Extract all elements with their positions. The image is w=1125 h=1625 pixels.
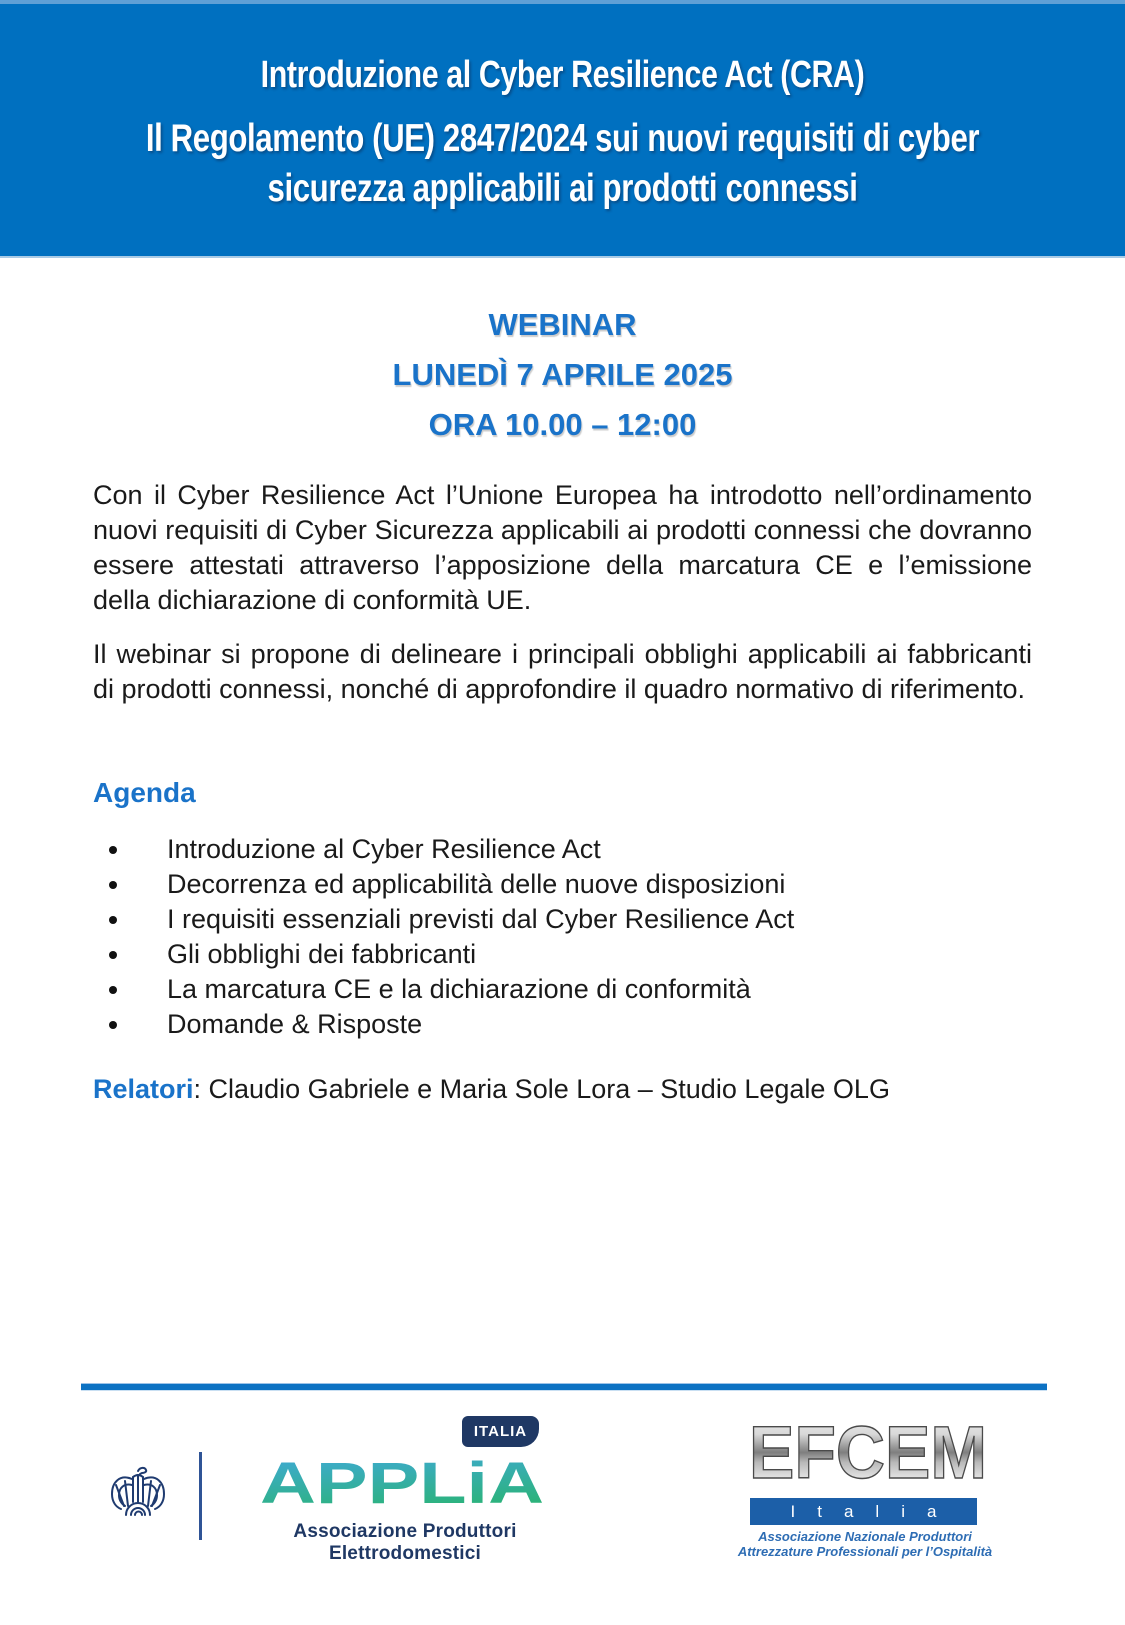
agenda-list — [93, 832, 1032, 1042]
efcem-bar-label: Italia — [790, 1501, 959, 1521]
agenda-item-label: Introduzione al Cyber Resilience Act — [167, 834, 601, 864]
bullet-icon — [109, 916, 117, 924]
speakers-line — [93, 1072, 1032, 1107]
agenda-item-label: Decorrenza ed applicabilità delle nuove disposizioni — [167, 869, 786, 899]
body-content — [0, 478, 1125, 1107]
efcem-tagline — [720, 1529, 1010, 1559]
bullet-icon — [109, 951, 117, 959]
intro-paragraph: Con il Cyber Resilience Act l’Unione Europea ha introdotto nell’ordinamento nuovi requisiti di Cyber Sicurezza applicabili ai prodotti connessi che dovranno essere attestati attraverso l’apposizione della marcatura CE e l’emissione della dichiarazione di conformità UE. — [93, 480, 1032, 615]
agenda-item-label: I requisiti essenziali previsti dal Cyber Resilience Act — [167, 904, 795, 934]
agenda-item-label: Domande & Risposte — [167, 1009, 423, 1039]
applia-italia-badge — [462, 1416, 539, 1447]
banner — [0, 0, 1125, 258]
applia-badge-label: ITALIA — [473, 1423, 528, 1440]
bullet-icon — [109, 881, 117, 889]
event-type: WEBINAR — [488, 307, 637, 342]
bullet-icon — [109, 1021, 117, 1029]
agenda-item-label: La marcatura CE e la dichiarazione di conformità — [167, 974, 751, 1004]
applia-tagline: Associazione Produttori Elettrodomestici — [293, 1521, 517, 1564]
bullet-icon — [109, 986, 117, 994]
efcem-wordmark-text: EFCEM — [749, 1411, 987, 1494]
webinar-purpose-paragraph: Il webinar si propone di delineare i principali obblighi applicabili ai fabbricanti di prodotti connessi, nonché di approfondire il quadro normativo di riferimento. — [93, 639, 1032, 704]
banner-title-line1: Introduzione al Cyber Resilience Act (CRA) — [260, 54, 865, 96]
speakers-names: : Claudio Gabriele e Maria Sole Lora – Studio Legale OLG — [193, 1074, 890, 1104]
efcem-logo — [744, 1410, 994, 1499]
agenda-heading: Agenda — [93, 777, 196, 808]
banner-title-line3: sicurezza applicabili ai prodotti connessi — [267, 167, 858, 210]
banner-title-line2: Il Regolamento (UE) 2847/2024 sui nuovi requisiti di cyber — [145, 117, 980, 160]
agenda-item — [93, 832, 1032, 867]
event-details — [0, 300, 1125, 450]
agenda-item — [93, 937, 1032, 972]
footer-divider — [81, 1383, 1047, 1391]
speakers-label: Relatori — [93, 1074, 194, 1104]
efcem-italia-bar — [750, 1498, 977, 1525]
agenda-item-label: Gli obblighi dei fabbricanti — [167, 939, 477, 969]
agenda-item — [93, 867, 1032, 902]
agenda-item — [93, 1007, 1032, 1042]
efcem-tagline-line1: Associazione Nazionale Produttori — [758, 1529, 972, 1544]
applia-wordmark-text: APPLiA — [260, 1451, 544, 1516]
bullet-icon — [109, 846, 117, 854]
agenda-item — [93, 972, 1032, 1007]
efcem-tagline-line2: Attrezzature Professionali per l’Ospitalità — [737, 1544, 993, 1559]
event-date: LUNEDÌ 7 APRILE 2025 — [392, 357, 733, 392]
agenda-item — [93, 902, 1032, 937]
event-time: ORA 10.00 – 12:00 — [428, 407, 697, 442]
confindustria-eagle-icon — [106, 1464, 170, 1533]
logo-separator — [199, 1452, 202, 1540]
applia-logo — [256, 1447, 551, 1524]
